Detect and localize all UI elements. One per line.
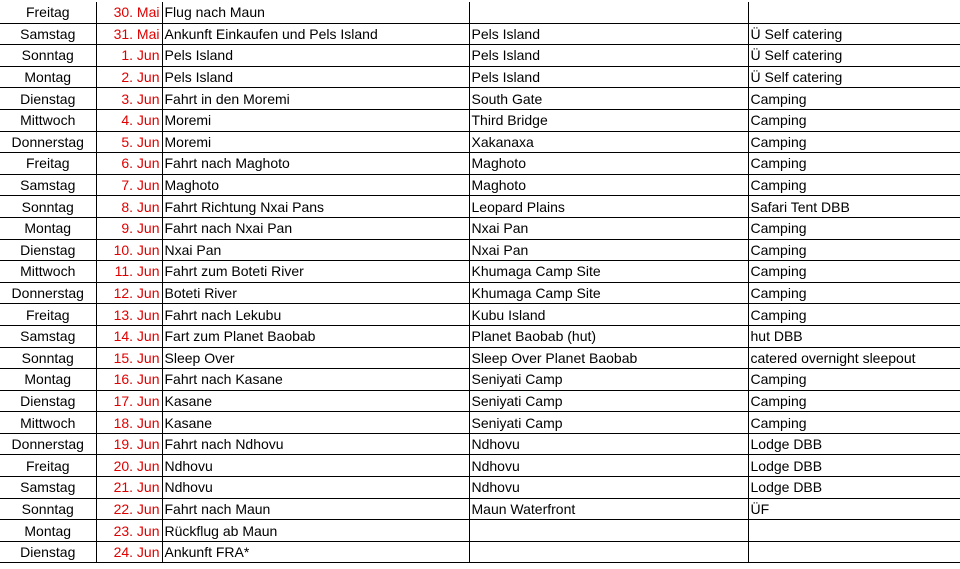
activity-cell: Fahrt nach Kasane xyxy=(162,369,469,391)
date-cell: 24. Jun xyxy=(96,541,162,563)
accommodation-cell: Lodge DBB xyxy=(748,455,960,477)
day-cell: Dienstag xyxy=(0,541,96,563)
accommodation-cell: hut DBB xyxy=(748,325,960,347)
location-cell: Ndhovu xyxy=(469,433,748,455)
day-cell: Sonntag xyxy=(0,196,96,218)
location-cell: Khumaga Camp Site xyxy=(469,282,748,304)
table-row xyxy=(0,261,960,283)
date-cell: 13. Jun xyxy=(96,304,162,326)
activity-cell: Ankunft FRA* xyxy=(162,541,469,563)
accommodation-cell: Camping xyxy=(748,261,960,283)
accommodation-cell: Camping xyxy=(748,174,960,196)
accommodation-cell: Camping xyxy=(748,217,960,239)
location-cell: Planet Baobab (hut) xyxy=(469,325,748,347)
date-cell: 16. Jun xyxy=(96,369,162,391)
day-cell: Donnerstag xyxy=(0,433,96,455)
activity-cell: Fahrt nach Ndhovu xyxy=(162,433,469,455)
table-row xyxy=(0,196,960,218)
day-cell: Sonntag xyxy=(0,498,96,520)
date-cell: 10. Jun xyxy=(96,239,162,261)
activity-cell: Boteti River xyxy=(162,282,469,304)
location-cell: Pels Island xyxy=(469,45,748,67)
date-cell: 5. Jun xyxy=(96,131,162,153)
location-cell: Khumaga Camp Site xyxy=(469,261,748,283)
activity-cell: Maghoto xyxy=(162,174,469,196)
accommodation-cell: catered overnight sleepout xyxy=(748,347,960,369)
location-cell: Third Bridge xyxy=(469,109,748,131)
activity-cell: Fahrt nach Nxai Pan xyxy=(162,217,469,239)
day-cell: Montag xyxy=(0,520,96,542)
activity-cell: Fahrt nach Maun xyxy=(162,498,469,520)
location-cell: Seniyati Camp xyxy=(469,390,748,412)
location-cell: Sleep Over Planet Baobab xyxy=(469,347,748,369)
day-cell: Dienstag xyxy=(0,88,96,110)
activity-cell: Fahrt Richtung Nxai Pans xyxy=(162,196,469,218)
date-cell: 6. Jun xyxy=(96,153,162,175)
table-row xyxy=(0,433,960,455)
day-cell: Dienstag xyxy=(0,239,96,261)
date-cell: 3. Jun xyxy=(96,88,162,110)
day-cell: Freitag xyxy=(0,455,96,477)
activity-cell: Flug nach Maun xyxy=(162,2,469,23)
location-cell xyxy=(469,2,748,23)
day-cell: Mittwoch xyxy=(0,261,96,283)
date-cell: 14. Jun xyxy=(96,325,162,347)
location-cell: Maghoto xyxy=(469,153,748,175)
accommodation-cell: ÜF xyxy=(748,498,960,520)
day-cell: Montag xyxy=(0,369,96,391)
date-cell: 1. Jun xyxy=(96,45,162,67)
date-cell: 11. Jun xyxy=(96,261,162,283)
location-cell: Nxai Pan xyxy=(469,239,748,261)
day-cell: Samstag xyxy=(0,23,96,45)
date-cell: 31. Mai xyxy=(96,23,162,45)
location-cell: Pels Island xyxy=(469,23,748,45)
location-cell: Maghoto xyxy=(469,174,748,196)
accommodation-cell: Camping xyxy=(748,412,960,434)
table-row xyxy=(0,282,960,304)
day-cell: Mittwoch xyxy=(0,109,96,131)
location-cell: Ndhovu xyxy=(469,477,748,499)
accommodation-cell: Camping xyxy=(748,390,960,412)
activity-cell: Ankunft Einkaufen und Pels Island xyxy=(162,23,469,45)
location-cell: Seniyati Camp xyxy=(469,412,748,434)
activity-cell: Moremi xyxy=(162,131,469,153)
location-cell: Seniyati Camp xyxy=(469,369,748,391)
date-cell: 30. Mai xyxy=(96,2,162,23)
accommodation-cell: Ü Self catering xyxy=(748,66,960,88)
location-cell: South Gate xyxy=(469,88,748,110)
date-cell: 19. Jun xyxy=(96,433,162,455)
day-cell: Samstag xyxy=(0,174,96,196)
location-cell: Ndhovu xyxy=(469,455,748,477)
accommodation-cell xyxy=(748,541,960,563)
table-row xyxy=(0,88,960,110)
activity-cell: Kasane xyxy=(162,412,469,434)
accommodation-cell xyxy=(748,520,960,542)
activity-cell: Sleep Over xyxy=(162,347,469,369)
date-cell: 8. Jun xyxy=(96,196,162,218)
activity-cell: Fahrt in den Moremi xyxy=(162,88,469,110)
accommodation-cell: Ü Self catering xyxy=(748,23,960,45)
location-cell: Maun Waterfront xyxy=(469,498,748,520)
accommodation-cell: Camping xyxy=(748,88,960,110)
day-cell: Freitag xyxy=(0,153,96,175)
date-cell: 20. Jun xyxy=(96,455,162,477)
day-cell: Freitag xyxy=(0,304,96,326)
itinerary-table xyxy=(0,2,960,563)
table-row xyxy=(0,477,960,499)
day-cell: Montag xyxy=(0,217,96,239)
accommodation-cell: Lodge DBB xyxy=(748,433,960,455)
table-row xyxy=(0,412,960,434)
day-cell: Samstag xyxy=(0,477,96,499)
date-cell: 22. Jun xyxy=(96,498,162,520)
table-row xyxy=(0,455,960,477)
table-row xyxy=(0,66,960,88)
location-cell: Leopard Plains xyxy=(469,196,748,218)
accommodation-cell: Camping xyxy=(748,369,960,391)
table-row xyxy=(0,45,960,67)
accommodation-cell: Camping xyxy=(748,153,960,175)
accommodation-cell: Camping xyxy=(748,304,960,326)
accommodation-cell: Camping xyxy=(748,109,960,131)
date-cell: 23. Jun xyxy=(96,520,162,542)
activity-cell: Ndhovu xyxy=(162,477,469,499)
table-row xyxy=(0,153,960,175)
table-row xyxy=(0,347,960,369)
location-cell: Kubu Island xyxy=(469,304,748,326)
table-row xyxy=(0,239,960,261)
table-row xyxy=(0,217,960,239)
table-row xyxy=(0,541,960,563)
day-cell: Donnerstag xyxy=(0,282,96,304)
date-cell: 4. Jun xyxy=(96,109,162,131)
accommodation-cell: Camping xyxy=(748,239,960,261)
activity-cell: Pels Island xyxy=(162,66,469,88)
location-cell: Pels Island xyxy=(469,66,748,88)
accommodation-cell: Lodge DBB xyxy=(748,477,960,499)
location-cell: Xakanaxa xyxy=(469,131,748,153)
date-cell: 7. Jun xyxy=(96,174,162,196)
day-cell: Montag xyxy=(0,66,96,88)
activity-cell: Moremi xyxy=(162,109,469,131)
date-cell: 21. Jun xyxy=(96,477,162,499)
day-cell: Samstag xyxy=(0,325,96,347)
table-row xyxy=(0,369,960,391)
day-cell: Donnerstag xyxy=(0,131,96,153)
day-cell: Mittwoch xyxy=(0,412,96,434)
activity-cell: Rückflug ab Maun xyxy=(162,520,469,542)
activity-cell: Fahrt nach Lekubu xyxy=(162,304,469,326)
day-cell: Sonntag xyxy=(0,45,96,67)
table-row xyxy=(0,2,960,23)
table-row xyxy=(0,390,960,412)
activity-cell: Kasane xyxy=(162,390,469,412)
day-cell: Freitag xyxy=(0,2,96,23)
accommodation-cell: Camping xyxy=(748,282,960,304)
table-row xyxy=(0,498,960,520)
day-cell: Dienstag xyxy=(0,390,96,412)
location-cell xyxy=(469,520,748,542)
table-row xyxy=(0,520,960,542)
accommodation-cell: Ü Self catering xyxy=(748,45,960,67)
activity-cell: Fahrt zum Boteti River xyxy=(162,261,469,283)
date-cell: 17. Jun xyxy=(96,390,162,412)
day-cell: Sonntag xyxy=(0,347,96,369)
table-row xyxy=(0,131,960,153)
table-row xyxy=(0,174,960,196)
table-row xyxy=(0,23,960,45)
location-cell: Nxai Pan xyxy=(469,217,748,239)
table-row xyxy=(0,325,960,347)
table-row xyxy=(0,109,960,131)
accommodation-cell: Safari Tent DBB xyxy=(748,196,960,218)
date-cell: 15. Jun xyxy=(96,347,162,369)
date-cell: 9. Jun xyxy=(96,217,162,239)
activity-cell: Pels Island xyxy=(162,45,469,67)
table-row xyxy=(0,304,960,326)
activity-cell: Nxai Pan xyxy=(162,239,469,261)
accommodation-cell xyxy=(748,2,960,23)
location-cell xyxy=(469,541,748,563)
accommodation-cell: Camping xyxy=(748,131,960,153)
date-cell: 12. Jun xyxy=(96,282,162,304)
activity-cell: Ndhovu xyxy=(162,455,469,477)
activity-cell: Fart zum Planet Baobab xyxy=(162,325,469,347)
itinerary-rows xyxy=(0,2,960,563)
date-cell: 18. Jun xyxy=(96,412,162,434)
date-cell: 2. Jun xyxy=(96,66,162,88)
activity-cell: Fahrt nach Maghoto xyxy=(162,153,469,175)
